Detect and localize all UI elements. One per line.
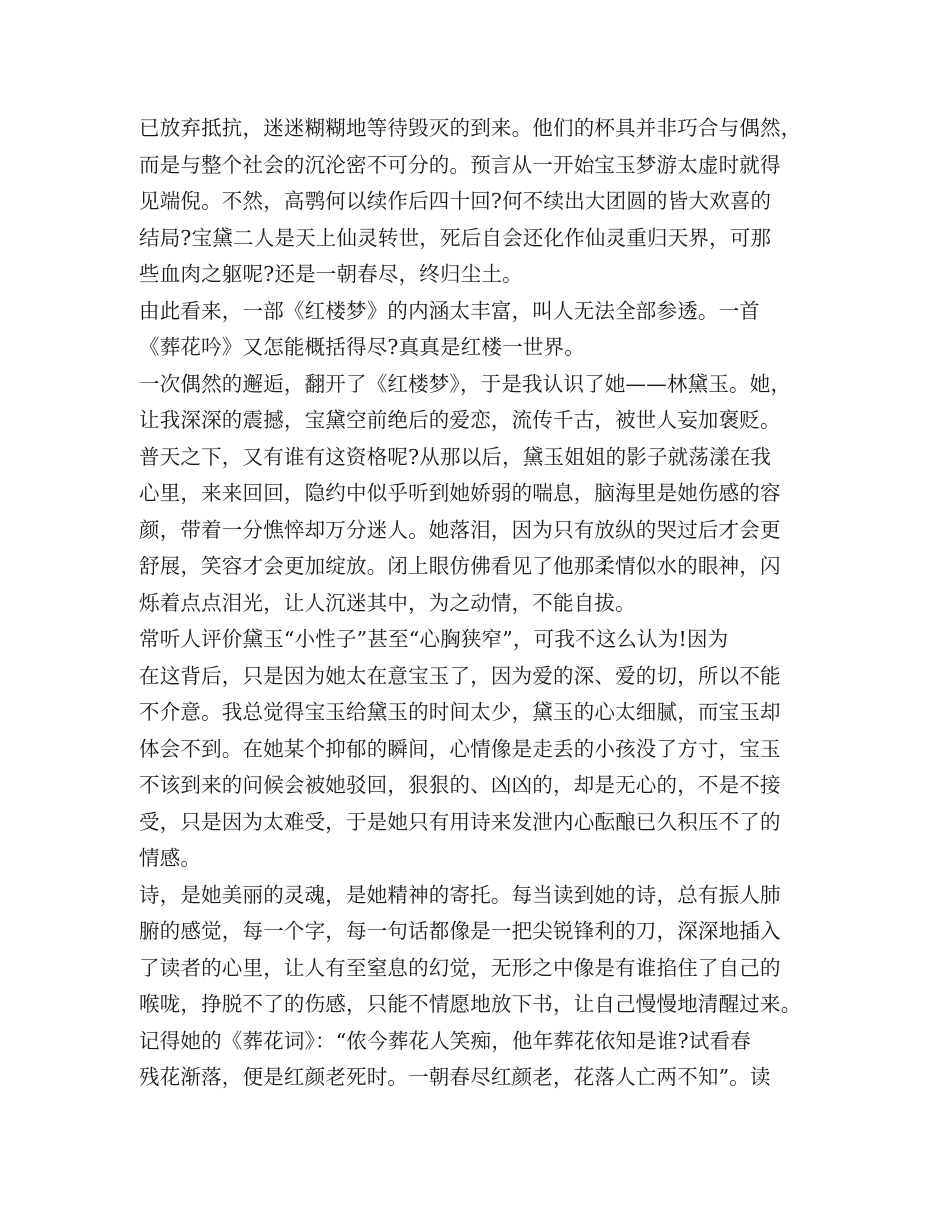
body-text	[139, 110, 819, 1096]
text-line: 不介意。我总觉得宝玉给黛玉的时间太少，黛玉的心太细腻，而宝玉却	[139, 700, 781, 724]
text-line: 些血肉之躯呢?还是一朝春尽，终归尘土。	[139, 262, 523, 286]
text-line: 见端倪。不然，高鹗何以续作后四十回?何不续出大团圆的皆大欢喜的	[139, 189, 772, 213]
text-line: 不该到来的问候会被她驳回，狠狠的、凶凶的，却是无心的，不是不接	[139, 773, 781, 797]
text-line: 受，只是因为太难受，于是她只有用诗来发泄内心酝酿已久积压不了的	[139, 809, 781, 834]
text-line: 在这背后，只是因为她太在意宝玉了，因为爱的深、爱的切，所以不能	[139, 663, 781, 688]
text-line: 常听人评价黛玉“小性子”甚至“心胸狭窄”，可我不这么认为!因为	[139, 627, 729, 651]
text-line: 而是与整个社会的沉沦密不可分的。预言从一开始宝玉梦游太虚时就得	[139, 152, 781, 177]
text-line: 腑的感觉，每一个字，每一句话都像是一把尖锐锋利的刀，深深地插入	[139, 919, 781, 943]
text-line: 喉咙，挣脱不了的伤感，只能不情愿地放下书，让自己慢慢地清醒过来。	[139, 992, 802, 1016]
text-line: 颜，带着一分憔悴却万分迷人。她落泪，因为只有放纵的哭过后才会更	[139, 517, 781, 542]
text-line: 让我深深的震撼，宝黛空前绝后的爱恋，流传千古，被世人妄加褒贬。	[139, 408, 781, 432]
text-line: 心里，来来回回，隐约中似乎听到她娇弱的喘息，脑海里是她伤感的容	[139, 481, 781, 505]
text-line: 舒展，笑容才会更加绽放。闭上眼仿佛看见了他那柔情似水的眼神，闪	[139, 554, 781, 578]
text-line: 结局?宝黛二人是天上仙灵转世，死后自会还化作仙灵重归天界，可那	[139, 225, 772, 250]
text-line: 一次偶然的邂逅，翻开了《红楼梦》，于是我认识了她——林黛玉。她，	[139, 371, 792, 396]
text-line: 残花渐落，便是红颜老死时。一朝春尽红颜老，花落人亡两不知”。读	[139, 1065, 771, 1089]
text-line: 由此看来，一部《红楼梦》的内涵太丰富，叫人无法全部参透。一首	[139, 298, 760, 323]
text-line: 烁着点点泪光，让人沉迷其中，为之动情，不能自拔。	[139, 590, 636, 615]
text-line: 《葬花吟》又怎能概括得尽?真真是红楼一世界。	[139, 335, 585, 359]
text-line: 体会不到。在她某个抑郁的瞬间，心情像是走丢的小孩没了方寸，宝玉	[139, 736, 781, 761]
text-line: 了读者的心里，让人有至窒息的幻觉，无形之中像是有谁掐住了自己的	[139, 955, 781, 980]
text-line: 情感。	[139, 846, 202, 870]
text-line: 诗，是她美丽的灵魂，是她精神的寄托。每当读到她的诗，总有振人肺	[139, 882, 781, 907]
text-line: 已放弃抵抗，迷迷糊糊地等待毁灭的到来。他们的杯具并非巧合与偶然，	[139, 116, 802, 140]
text-line: 普天之下，又有谁有这资格呢?从那以后，黛玉姐姐的影子就荡漾在我	[139, 444, 772, 469]
text-line: 记得她的《葬花词》：“侬今葬花人笑痴，他年葬花依知是谁?试看春	[139, 1028, 751, 1053]
